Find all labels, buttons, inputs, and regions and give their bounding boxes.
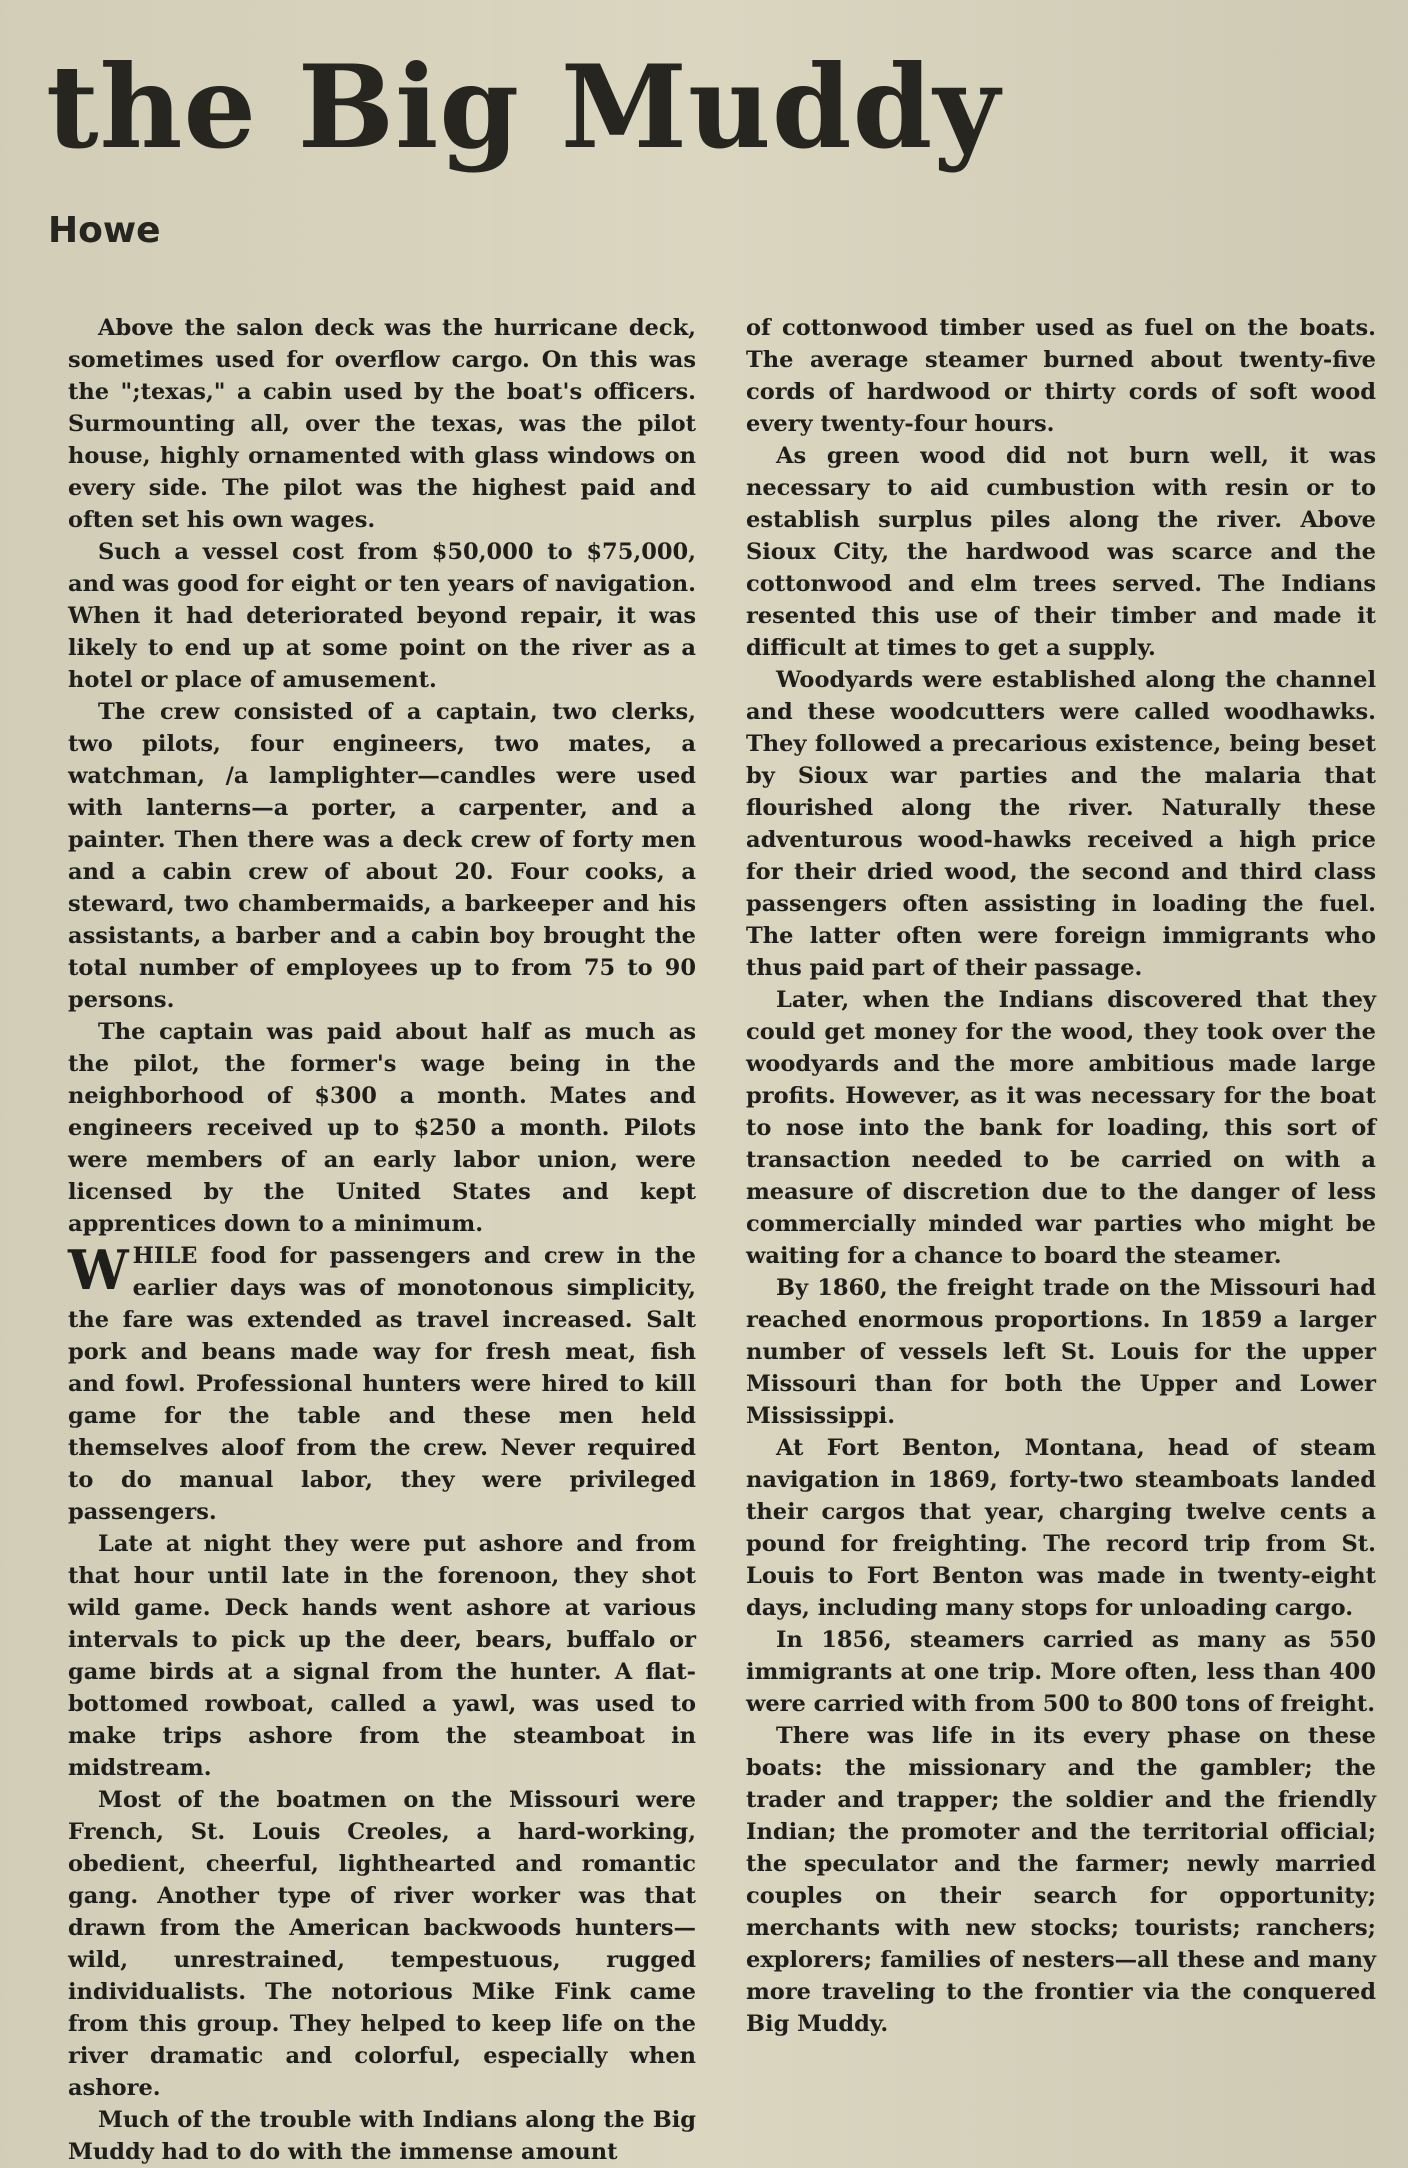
paragraph: As green wood did not burn well, it was necessary to aid cumbustion with resin or to establish surplus piles along the river. Above Sioux City, the hardwood was scarce and the cottonwood and elm trees served. The Indians resented this use of their timber and made it difficult at times to get a supply.	[746, 443, 1376, 661]
right-column	[746, 312, 1376, 2040]
paragraph: Woodyards were established along the channel and these woodcutters were called woodhawks. They followed a precarious existence, being beset by Sioux war parties and the malaria that flourished along the river. Naturally these adventurous wood-hawks received a high price for their dried wood, the second and third class passengers often assisting in loading the fuel. The latter often were foreign immigrants who thus paid part of their passage.	[746, 667, 1376, 981]
paragraph-continued: of cottonwood timber used as fuel on the boats. The average steamer burned about twenty-five cords of hardwood or thirty cords of soft wood every twenty-four hours.	[746, 315, 1376, 437]
paragraph: By 1860, the freight trade on the Missouri had reached enormous proportions. In 1859 a larger number of vessels left St. Louis for the upper Missouri than for both the Upper and Lower Mississippi.	[746, 1275, 1376, 1429]
drop-cap: W	[68, 1238, 129, 1302]
paragraph: The crew consisted of a captain, two clerks, two pilots, four engineers, two mates, a watchman, /a lamplighter—candles were used with lanterns—a porter, a carpenter, and a painter. Then there was a deck crew of forty men and a cabin crew of about 20. Four cooks, a steward, two chambermaids, a barkeeper and his assistants, a barber and a cabin boy brought the total number of employees up to from 75 to 90 persons.	[68, 699, 696, 1013]
paragraph: Much of the trouble with Indians along the Big Muddy had to do with the immense amount	[68, 2107, 696, 2165]
paragraph: Late at night they were put ashore and from that hour until late in the forenoon, they shot wild game. Deck hands went ashore at various intervals to pick up the deer, bears, buffalo or game birds at a signal from the hunter. A flat-bottomed rowboat, called a yawl, was used to make trips ashore from the steamboat in midstream.	[68, 1531, 696, 1781]
left-column	[68, 312, 696, 2168]
paragraph: Such a vessel cost from $50,000 to $75,000, and was good for eight or ten years of navigation. When it had deteriorated beyond repair, it was likely to end up at some point on the river as a hotel or place of amusement.	[68, 539, 696, 693]
paragraph: There was life in its every phase on these boats: the missionary and the gambler; the trader and trapper; the soldier and the friendly Indian; the promoter and the territorial official; the speculator and the farmer; newly married couples on their search for opportunity; merchants with new stocks; tourists; ranchers; explorers; families of nesters—all these and many more traveling to the frontier via the conquered Big Muddy.	[746, 1723, 1376, 2037]
dropcap-paragraph	[68, 1240, 696, 1528]
article-title: the Big Muddy	[46, 40, 1001, 174]
paragraph: Most of the boatmen on the Missouri were French, St. Louis Creoles, a hard-working, obedient, cheerful, lighthearted and romantic gang. Another type of river worker was that drawn from the American backwoods hunters—wild, unrestrained, tempestuous, rugged individualists. The notorious Mike Fink came from this group. They helped to keep life on the river dramatic and colorful, especially when ashore.	[68, 1787, 696, 2101]
paragraph: Above the salon deck was the hurricane deck, sometimes used for overflow cargo. On this was the ";texas," a cabin used by the boat's officers. Surmounting all, over the texas, was the pilot house, highly ornamented with glass windows on every side. The pilot was the highest paid and often set his own wages.	[68, 315, 696, 533]
paragraph: In 1856, steamers carried as many as 550 immigrants at one trip. More often, less than 400 were carried with from 500 to 800 tons of freight.	[746, 1627, 1376, 1717]
paragraph-text: HILE food for passengers and crew in the earlier days was of monotonous simplicity, the fare was extended as travel increased. Salt pork and beans made way for fresh meat, fish and fowl. Professional hunters were hired to kill game for the table and these men held themselves aloof from the crew. Never required to do manual labor, they were privileged passengers.	[68, 1243, 696, 1525]
paragraph: Later, when the Indians discovered that they could get money for the wood, they took over the woodyards and the more ambitious made large profits. However, as it was necessary for the boat to nose into the bank for loading, this sort of transaction needed to be carried on with a measure of discretion due to the danger of less commercially minded war parties who might be waiting for a chance to board the steamer.	[746, 987, 1376, 1269]
paragraph: The captain was paid about half as much as the pilot, the former's wage being in the neighborhood of $300 a month. Mates and engineers received up to $250 a month. Pilots were members of an early labor union, were licensed by the United States and kept apprentices down to a minimum.	[68, 1019, 696, 1237]
paragraph: At Fort Benton, Montana, head of steam navigation in 1869, forty-two steamboats landed their cargos that year, charging twelve cents a pound for freighting. The record trip from St. Louis to Fort Benton was made in twenty-eight days, including many stops for unloading cargo.	[746, 1435, 1376, 1621]
article-byline: Howe	[48, 210, 161, 251]
